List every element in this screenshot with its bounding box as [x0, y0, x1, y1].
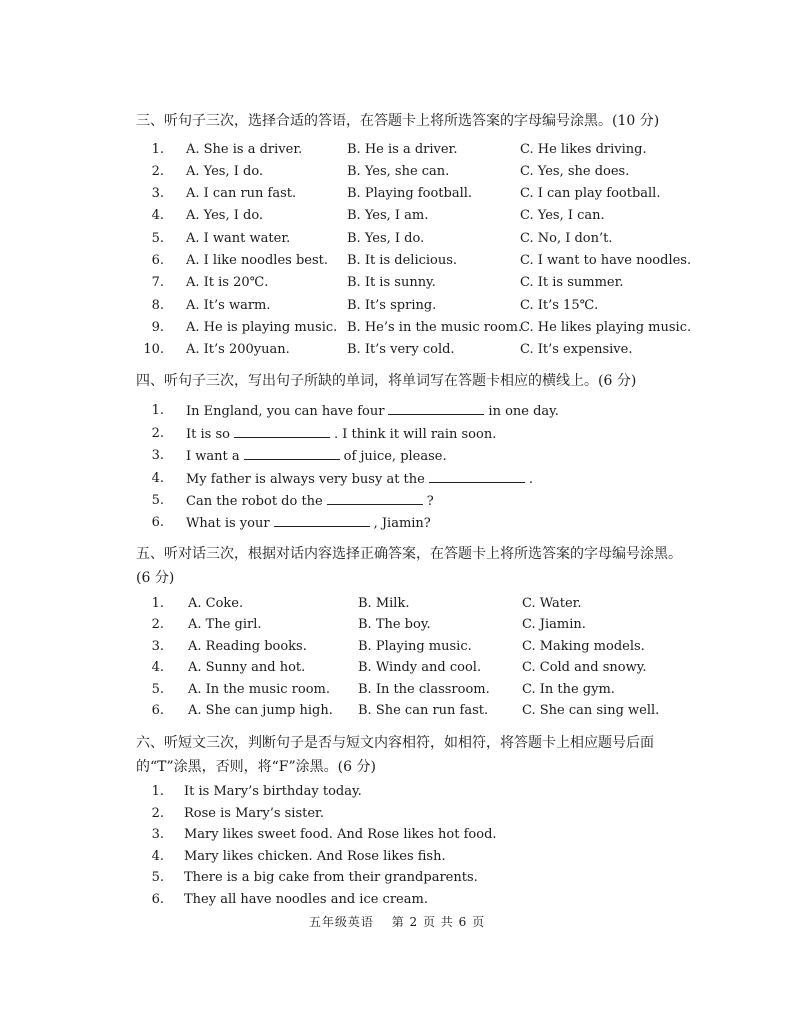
question-number: 2.	[151, 164, 164, 179]
section-6-title: 六、听短文三次，判断句子是否与短文内容相符，如相符，将答题卡上相应题号后面的“T”涂黑，否则，将“F”涂黑。(6 分)	[136, 735, 654, 775]
question-number: 1.	[151, 596, 164, 611]
option-a: A. The girl.	[188, 617, 262, 632]
option-c: C. I can play football.	[520, 186, 661, 201]
statement-text: Rose is Mary’s sister.	[184, 806, 324, 821]
question-row	[0, 595, 794, 613]
statement-row	[0, 869, 794, 887]
answer-blank[interactable]	[234, 425, 330, 438]
question-row	[0, 341, 794, 359]
sentence-end: . I think it will rain soon.	[333, 427, 497, 442]
option-b: B. In the classroom.	[358, 682, 490, 697]
fill-blank-row	[0, 425, 794, 443]
option-a: A. I like noodles best.	[186, 253, 328, 268]
fill-blank-row	[0, 447, 794, 465]
option-b: B. It’s very cold.	[347, 342, 455, 357]
sentence-end: , Jiamin?	[373, 516, 431, 531]
option-b: B. Yes, she can.	[347, 164, 450, 179]
option-b: B. Yes, I am.	[347, 208, 429, 223]
sentence	[186, 447, 447, 466]
question-row	[0, 141, 794, 159]
option-a: A. She is a driver.	[186, 142, 303, 157]
section-5-title: 五、听对话三次，根据对话内容选择正确答案，在答题卡上将所选答案的字母编号涂黑。(6 分)	[136, 546, 682, 586]
question-number: 1.	[151, 142, 164, 157]
question-number: 5.	[151, 682, 164, 697]
option-c: C. Yes, she does.	[520, 164, 630, 179]
question-row	[0, 319, 794, 337]
option-b: B. Playing football.	[347, 186, 473, 201]
question-number: 5.	[151, 493, 164, 508]
option-c: C. No, I don’t.	[520, 231, 613, 246]
statement-row	[0, 783, 794, 801]
statement-text: It is Mary’s birthday today.	[184, 784, 362, 799]
question-row	[0, 230, 794, 248]
option-a: A. Coke.	[188, 596, 244, 611]
option-c: C. Making models.	[522, 639, 645, 654]
answer-blank[interactable]	[244, 447, 340, 460]
option-a: A. He is playing music.	[186, 320, 338, 335]
question-number: 2.	[151, 806, 164, 821]
sentence	[186, 402, 559, 421]
question-row	[0, 297, 794, 315]
statement-text: They all have noodles and ice cream.	[184, 892, 428, 907]
sentence-end: in one day.	[488, 404, 559, 419]
option-a: A. I can run fast.	[186, 186, 297, 201]
option-b: B. It is sunny.	[347, 275, 436, 290]
option-b: B. Milk.	[358, 596, 410, 611]
fill-blank-row	[0, 470, 794, 488]
option-a: A. It’s warm.	[186, 298, 271, 313]
question-number: 2.	[151, 426, 164, 441]
sentence	[186, 492, 434, 511]
option-b: B. She can run fast.	[358, 703, 489, 718]
answer-blank[interactable]	[429, 470, 525, 483]
answer-blank[interactable]	[274, 514, 370, 527]
question-number: 4.	[151, 660, 164, 675]
answer-blank[interactable]	[388, 402, 484, 415]
question-number: 6.	[151, 703, 164, 718]
option-c: C. It’s 15℃.	[520, 298, 599, 313]
question-row	[0, 252, 794, 270]
option-c: C. Cold and snowy.	[522, 660, 647, 675]
statement-text: Mary likes sweet food. And Rose likes hot food.	[184, 827, 497, 842]
question-row	[0, 185, 794, 203]
option-c: C. It is summer.	[520, 275, 624, 290]
option-b: B. The boy.	[358, 617, 431, 632]
option-a: A. Yes, I do.	[186, 164, 264, 179]
sentence	[186, 425, 496, 444]
statement-row	[0, 848, 794, 866]
fill-blank-row	[0, 492, 794, 510]
question-row	[0, 274, 794, 292]
question-number: 6.	[151, 892, 164, 907]
question-number: 6.	[151, 515, 164, 530]
question-number: 6.	[151, 253, 164, 268]
question-number: 8.	[151, 298, 164, 313]
question-number: 4.	[151, 849, 164, 864]
option-c: C. Yes, I can.	[520, 208, 605, 223]
statement-row	[0, 826, 794, 844]
option-b: B. Playing music.	[358, 639, 472, 654]
option-b: B. He’s in the music room.	[347, 320, 523, 335]
option-a: A. Sunny and hot.	[188, 660, 306, 675]
section-4-title: 四、听句子三次，写出句子所缺的单词，将单词写在答题卡相应的横线上。(6 分)	[136, 373, 637, 389]
option-a: A. Yes, I do.	[186, 208, 264, 223]
question-number: 1.	[151, 784, 164, 799]
statement-text: Mary likes chicken. And Rose likes fish.	[184, 849, 446, 864]
question-number: 3.	[151, 639, 164, 654]
option-b: B. Windy and cool.	[358, 660, 482, 675]
question-row	[0, 681, 794, 699]
question-row	[0, 659, 794, 677]
sentence-start: What is your	[186, 516, 270, 531]
option-c: C. He likes driving.	[520, 142, 647, 157]
sentence-end: .	[528, 472, 533, 487]
fill-blank-row	[0, 402, 794, 420]
option-b: B. It’s spring.	[347, 298, 437, 313]
option-c: C. Jiamin.	[522, 617, 586, 632]
answer-blank[interactable]	[327, 492, 423, 505]
statement-text: There is a big cake from their grandparents.	[184, 870, 478, 885]
sentence	[186, 514, 431, 533]
sentence-start: Can the robot do the	[186, 494, 323, 509]
option-a: A. She can jump high.	[188, 703, 333, 718]
option-c: C. She can sing well.	[522, 703, 660, 718]
question-number: 1.	[151, 403, 164, 418]
option-b: B. Yes, I do.	[347, 231, 425, 246]
statement-row	[0, 805, 794, 823]
question-number: 10.	[143, 342, 164, 357]
sentence-start: My father is always very busy at the	[186, 472, 425, 487]
option-a: A. Reading books.	[188, 639, 307, 654]
sentence-end: of juice, please.	[343, 449, 447, 464]
option-c: C. It’s expensive.	[520, 342, 633, 357]
option-a: A. In the music room.	[188, 682, 330, 697]
option-a: A. It is 20℃.	[186, 275, 269, 290]
page-footer: 五年级英语 第 2 页 共 6 页	[308, 915, 486, 929]
question-row	[0, 207, 794, 225]
option-c: C. He likes playing music.	[520, 320, 692, 335]
question-row	[0, 638, 794, 656]
question-number: 2.	[151, 617, 164, 632]
statement-row	[0, 891, 794, 909]
option-a: A. I want water.	[186, 231, 291, 246]
question-row	[0, 616, 794, 634]
option-c: C. Water.	[522, 596, 582, 611]
option-c: C. In the gym.	[522, 682, 615, 697]
question-number: 7.	[151, 275, 164, 290]
sentence-start: It is so	[186, 427, 230, 442]
question-number: 3.	[151, 186, 164, 201]
sentence-end: ?	[426, 494, 434, 509]
question-number: 5.	[151, 870, 164, 885]
section-3-title: 三、听句子三次，选择合适的答语，在答题卡上将所选答案的字母编号涂黑。(10 分)	[136, 113, 660, 129]
fill-blank-row	[0, 514, 794, 532]
sentence	[186, 470, 533, 489]
question-number: 3.	[151, 448, 164, 463]
question-row	[0, 163, 794, 181]
question-number: 4.	[151, 471, 164, 486]
sentence-start: In England, you can have four	[186, 404, 385, 419]
option-c: C. I want to have noodles.	[520, 253, 692, 268]
option-a: A. It’s 200yuan.	[186, 342, 290, 357]
sentence-start: I want a	[186, 449, 240, 464]
option-b: B. It is delicious.	[347, 253, 458, 268]
question-number: 4.	[151, 208, 164, 223]
question-row	[0, 702, 794, 720]
question-number: 9.	[151, 320, 164, 335]
question-number: 3.	[151, 827, 164, 842]
option-b: B. He is a driver.	[347, 142, 458, 157]
question-number: 5.	[151, 231, 164, 246]
